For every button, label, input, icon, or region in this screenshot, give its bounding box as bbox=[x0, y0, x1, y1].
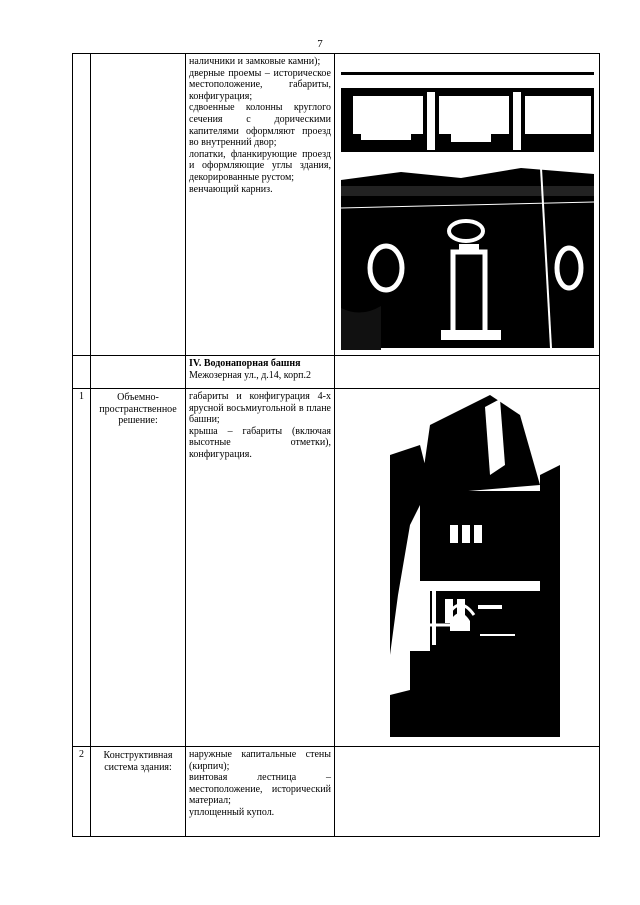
cell-description bbox=[186, 389, 335, 747]
cell-photo bbox=[335, 54, 600, 356]
section-title: IV. Водонапорная башня bbox=[189, 358, 301, 369]
cell-label bbox=[91, 54, 186, 356]
description-line: венчающий карниз. bbox=[189, 183, 273, 195]
tower-photo bbox=[390, 395, 560, 737]
cell-label: Объемно-пространственное решение: bbox=[91, 389, 186, 747]
cell-label: Конструктивная система здания: bbox=[91, 747, 186, 837]
description-line: уплощенный купол. bbox=[189, 806, 275, 818]
section-address: Межозерная ул., д.14, корп.2 bbox=[189, 369, 311, 381]
cell-description bbox=[186, 747, 335, 837]
table-row bbox=[73, 54, 600, 356]
description-line: лопатки, фланкирующие проезд и оформляющие углы здания, декорированные рустом; bbox=[189, 148, 331, 183]
description-line: габариты и конфигурация 4-х ярусной восьмиугольной в плане башни; bbox=[189, 391, 331, 426]
cell-number: 2 bbox=[73, 747, 91, 837]
protection-table bbox=[72, 53, 600, 837]
description-line: наружные капитальные стены (кирпич); bbox=[189, 749, 331, 772]
table-row bbox=[73, 389, 600, 747]
description-line: винтовая лестница – местоположение, исторический материал; bbox=[189, 772, 331, 807]
description-line: наличники и замковые камни); bbox=[189, 56, 321, 67]
description-line: дверные проемы – историческое местоположение, габариты, конфигурация; bbox=[189, 67, 331, 102]
description-line: крыша – габариты (включая высотные отметки), конфигурация. bbox=[189, 425, 331, 460]
description-line: сдвоенные колонны круглого сечения с дорическими капителями оформляют проезд во внутренний двор; bbox=[189, 102, 331, 149]
cell-photo bbox=[335, 389, 600, 747]
cell-description bbox=[186, 54, 335, 356]
cell-photo bbox=[335, 747, 600, 837]
page-number: 7 bbox=[317, 38, 323, 50]
table-row bbox=[73, 747, 600, 837]
section-row bbox=[73, 356, 600, 389]
cell-number: 1 bbox=[73, 389, 91, 747]
facade-photo bbox=[341, 68, 594, 350]
cell-number bbox=[73, 54, 91, 356]
